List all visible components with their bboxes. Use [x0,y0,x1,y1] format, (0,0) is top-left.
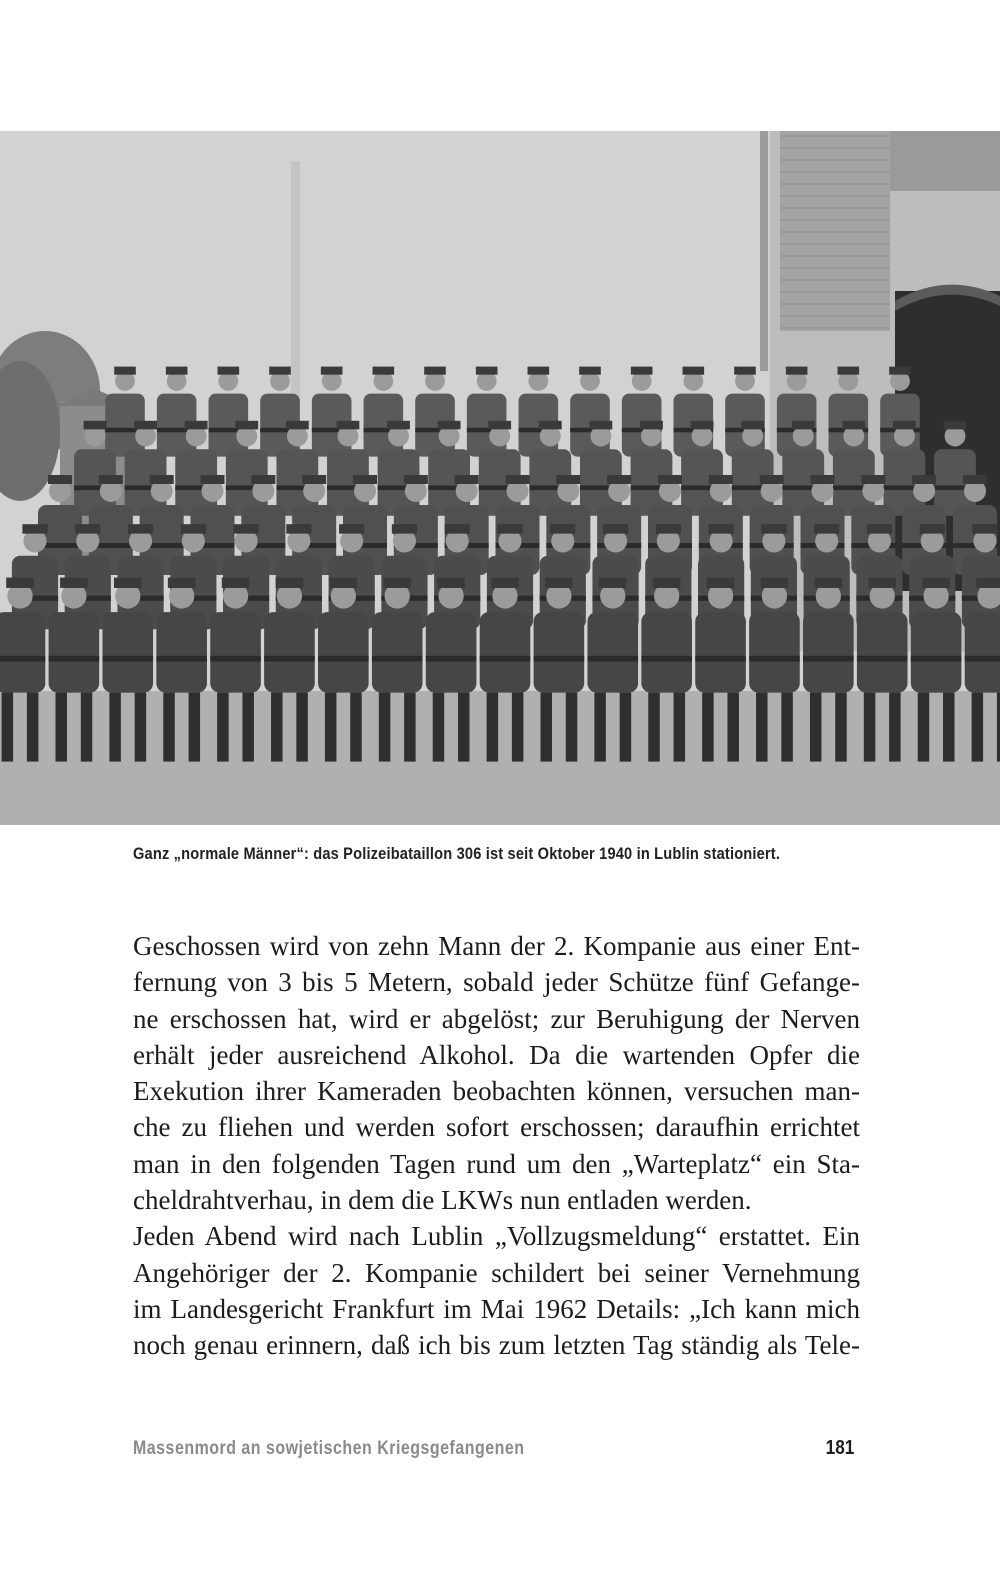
text-line: ne erschossen hat, wird er abgelöst; zur Beruhigung der Nerven [133,1003,860,1034]
text-line: che zu fliehen und werden sofort erschossen; daraufhin errichtet [133,1112,860,1143]
running-title: Massenmord an sowjetischen Kriegsgefangenen [133,1438,525,1459]
text-line: Exekution ihrer Kameraden beobachten können, versuchen man- [133,1076,860,1107]
text-line: Angehöriger der 2. Kompanie schildert bei seiner Vernehmung [133,1257,860,1288]
body-text [133,928,860,1364]
photo-illustration [0,131,1000,825]
text-line: fernung von 3 bis 5 Metern, sobald jeder Schütze fünf Gefange- [133,967,860,998]
text-line: man in den folgenden Tagen rund um den „Warteplatz“ ein Sta- [133,1148,860,1179]
text-line: cheldrahtverhau, in dem die LKWs nun entladen werden. [133,1185,752,1216]
text-line: Geschossen wird von zehn Mann der 2. Kompanie aus einer Ent- [133,931,860,961]
text-line: noch genau erinnern, daß ich bis zum letzten Tag ständig als Tele- [133,1330,860,1361]
photo-caption: Ganz „normale Männer“: das Polizeibataillon 306 ist seit Oktober 1940 in Lublin stationiert. [133,844,781,863]
text-line: im Landesgericht Frankfurt im Mai 1962 Details: „Ich kann mich [133,1293,860,1324]
group-photo [0,131,1000,825]
text-line: Jeden Abend wird nach Lublin „Vollzugsmeldung“ erstattet. Ein [133,1221,860,1252]
text-line: erhält jeder ausreichend Alkohol. Da die wartenden Opfer die [133,1039,860,1070]
page-number: 181 [825,1437,854,1459]
